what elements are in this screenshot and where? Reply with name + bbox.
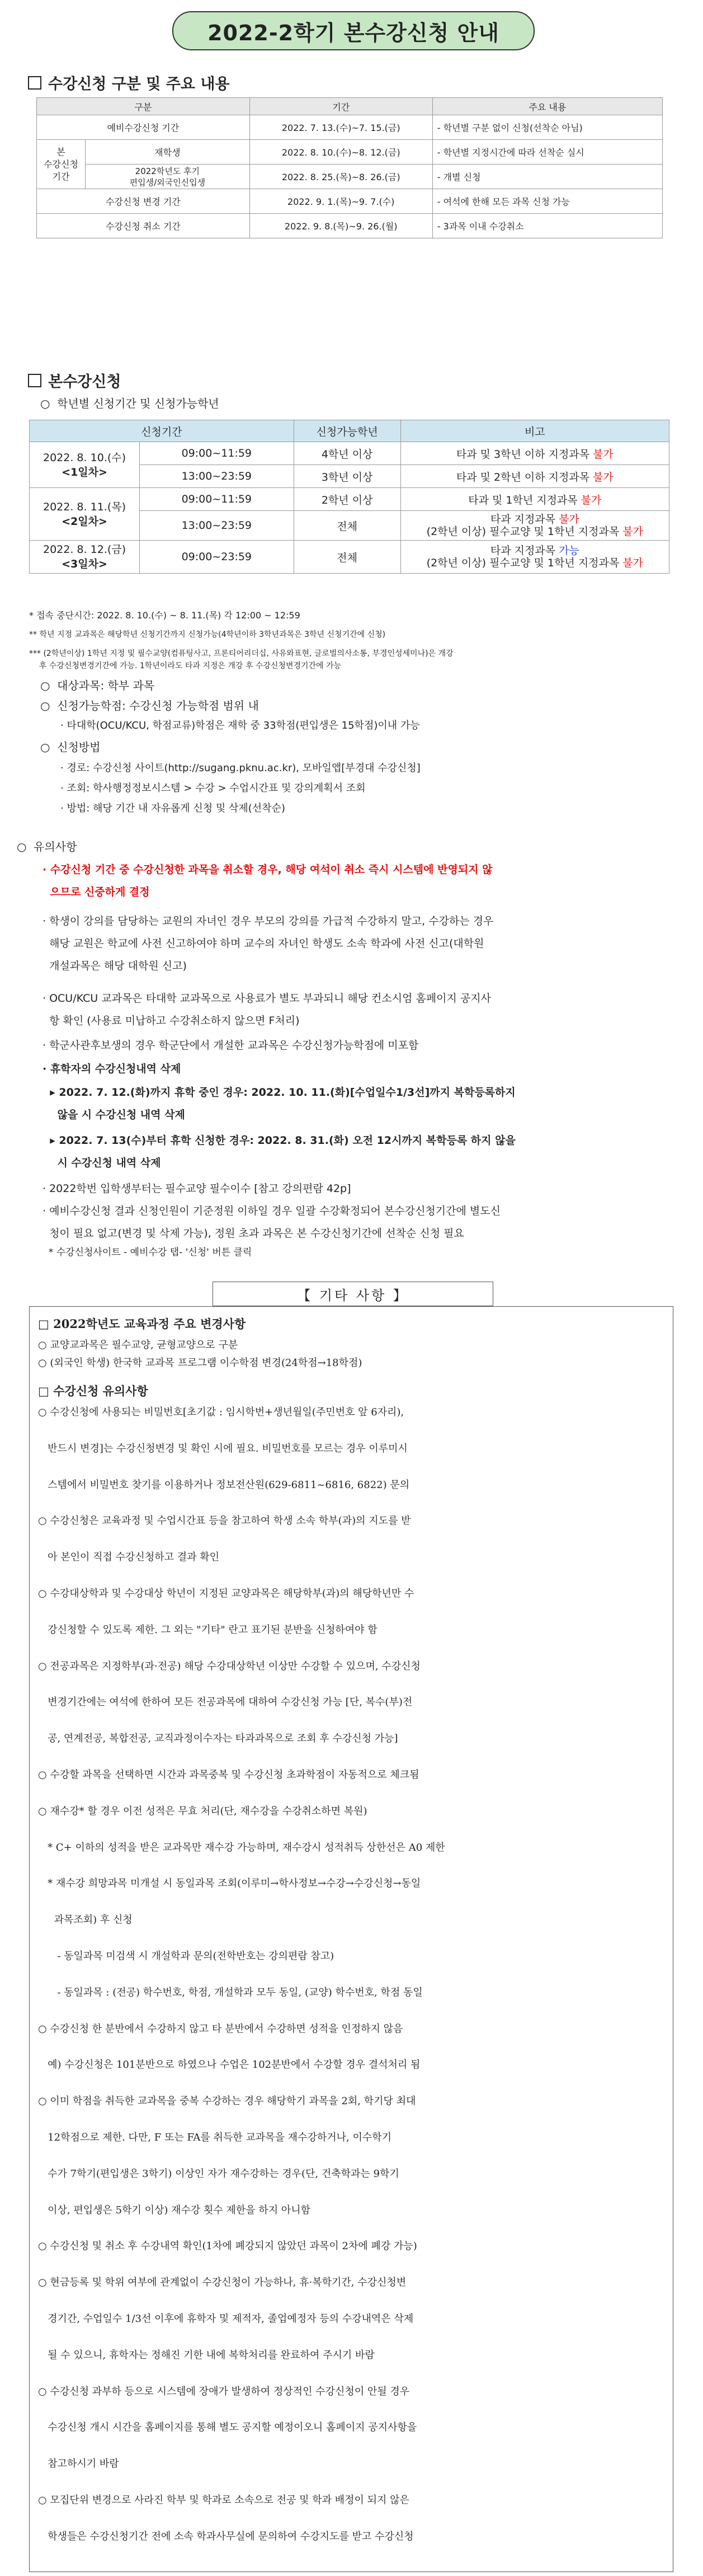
- day-cell: [30, 442, 140, 488]
- etc-line: ○ 수강대상학과 및 수강대상 학년이 지정된 교양과목은 해당학부(과)의 해당학년만 수: [38, 1588, 414, 1599]
- note-line: *** (2학년이상) 1학년 지정 및 필수교양(컴퓨팅사고, 프론티어리더십, 사유와표현, 글로벌의사소통, 부경인성세미나)은 개강: [29, 649, 454, 658]
- note-flag: 불가: [593, 471, 614, 484]
- etc-heading-1: □ 2022학년도 교육과정 주요 변경사항: [38, 1317, 246, 1331]
- etc-line: 수가 7학기(편입생은 3학기) 이상인 자가 재수강하는 경우(단, 건축학과는 9학기: [38, 2167, 399, 2180]
- caution-item: · 휴학자의 수강신청내역 삭제: [43, 1063, 181, 1075]
- etc-line: 스템에서 비밀번호 찾기를 이용하거나 정보전산원(629-6811~6816, 6822) 문의: [38, 1479, 410, 1491]
- etc-line: ○ 이미 학점을 취득한 교과목을 중복 수강하는 경우 해당학기 과목을 2회, 학기당 최대: [38, 2095, 416, 2108]
- day-label: <2일차>: [62, 515, 107, 528]
- method-line: · 경로: 수강신청 사이트(http://sugang.pknu.ac.kr), 모바일앱[부경대 수강신청]: [60, 762, 421, 774]
- row-period: 2022. 8. 10.(수)~8. 12.(금): [249, 140, 432, 165]
- row-label: 2022학년도 후기 편입생/외국인신입생: [86, 165, 250, 189]
- note-text: (2학년 이상) 필수교양 및 1학년 지정과목: [426, 557, 623, 569]
- note-text: 타과 지정과목: [490, 545, 559, 557]
- slot-time: 13:00~23:59: [140, 511, 294, 541]
- note-text: 타과 지정과목: [490, 513, 559, 525]
- etc-line: ○ 재수강* 할 경우 이전 성적은 무효 처리(단, 재수강을 수강취소하면 복원): [38, 1805, 367, 1817]
- row-label: 재학생: [86, 140, 250, 165]
- table-row: [30, 488, 669, 511]
- subheading-text: 학년별 신청기간 및 신청가능학년: [57, 397, 219, 410]
- etc-line: ○ 현금등록 및 학위 여부에 관계없이 수강신청이 가능하나, 휴·복학기간, 수강신청변: [38, 2277, 407, 2289]
- note-flag: 불가: [593, 448, 614, 461]
- etc-line: - 동일과목 미검색 시 개설학과 문의(전학반호는 강의편람 참고): [38, 1950, 334, 1962]
- day-label: <1일차>: [62, 466, 107, 478]
- note-text: 타과 및 1학년 지정과목: [468, 494, 581, 506]
- slot-note: [400, 488, 669, 511]
- note-line: ** 학년 지정 교과목은 해당학년 신청기간까지 신청가능(4학년이하 3학년과목은 3학년 신청기간에 신청): [29, 630, 386, 639]
- note-text: (2학년 이상) 필수교양 및 1학년 지정과목: [426, 525, 623, 538]
- square-bullet-icon: [28, 76, 41, 90]
- row-group-label: 본 수강신청 기간: [37, 140, 86, 189]
- etc-line: ○ 교양교과목은 필수교양, 균형교양으로 구분: [38, 1339, 238, 1351]
- etc-heading-text: 수강신청 유의사항: [53, 1384, 148, 1398]
- etc-line: 수강신청 개시 시간을 홈페이지를 통해 별도 공지할 예정이오니 홈페이지 공지사항을: [38, 2422, 417, 2434]
- table-header-row: [30, 420, 669, 442]
- table-header-row: [37, 98, 663, 115]
- note-flag: 불가: [581, 494, 602, 506]
- note-line: * 접속 중단시간: 2022. 8. 10.(수) ~ 8. 11.(목) 각 12:00 ~ 12:59: [29, 610, 300, 621]
- etc-line: ○ 수강신청 한 분반에서 수강하지 않고 타 분반에서 수강하면 성적을 인정하지 않음: [38, 2023, 403, 2035]
- slot-time: 13:00~23:59: [140, 465, 294, 488]
- slot-grade: 전체: [294, 541, 400, 574]
- row-period: 2022. 9. 1.(목)~9. 7.(수): [249, 189, 432, 214]
- etc-line: 과목조회) 후 신청: [38, 1914, 133, 1926]
- day-date: 2022. 8. 11.(목): [43, 500, 126, 513]
- etc-line: 12학점으로 제한. 다만, F 또는 FA를 취득한 교과목을 재수강하거나, 이수학기: [38, 2132, 392, 2143]
- row-period: 2022. 9. 8.(목)~9. 26.(월): [249, 214, 432, 238]
- etc-line: 예) 수강신청은 101분반으로 하였으나 수업은 102분반에서 수강할 경우 결석처리 됨: [38, 2059, 421, 2071]
- day-cell: [30, 541, 140, 574]
- section-heading-text: 수강신청 구분 및 주요 내용: [48, 76, 230, 93]
- etc-line: ○ (외국인 학생) 한국학 교과목 프로그램 이수학점 변경(24학점→18학점): [38, 1357, 362, 1369]
- etc-line: ○ 수강할 과목을 선택하면 시간과 과목중복 및 수강신청 초과학점이 자동적으로 체크됨: [38, 1769, 419, 1781]
- table-row: [30, 541, 669, 574]
- day-cell: [30, 488, 140, 541]
- day-date: 2022. 8. 10.(수): [43, 451, 126, 464]
- row-content: - 3과목 이내 수강취소: [432, 214, 662, 238]
- day-label: <3일차>: [62, 558, 107, 570]
- table-row: [37, 140, 663, 165]
- table-header: 비고: [400, 420, 669, 442]
- slot-note: [400, 442, 669, 465]
- slot-note: [400, 465, 669, 488]
- row-label: 예비수강신청 기간: [37, 115, 250, 140]
- credit-head-text: 신청가능학점: 수강신청 가능학점 범위 내: [57, 699, 259, 712]
- caution-item: · 2022학번 입학생부터는 필수교양 필수이수 [참고 강의편람 42p]: [43, 1183, 351, 1195]
- table-row: [37, 214, 663, 238]
- etc-line: 반드시 변경]는 수강신청변경 및 확인 시에 필요. 비밀번호를 모르는 경우 이루미시: [38, 1442, 408, 1454]
- etc-title: 【 기타 사항 】: [213, 1282, 493, 1306]
- etc-line: 아 본인이 직접 수강신청하고 결과 확인: [38, 1551, 219, 1564]
- row-content: - 학년별 지정시간에 따라 선착순 실시: [432, 140, 662, 165]
- table-header: 신청가능학년: [294, 420, 400, 442]
- table-header: 주요 내용: [432, 98, 662, 115]
- etc-line: * 재수강 희망과목 미개설 시 동일과목 조회(이루미→학사정보→수강→수강신청→동일: [38, 1878, 421, 1890]
- etc-line: - 동일과목 : (전공) 학수번호, 학점, 개설학과 모두 동일, (교양) 학수번호, 학점 동일: [38, 1986, 423, 1998]
- page-title: 2022-2학기 본수강신청 안내: [172, 11, 535, 50]
- table-row: [37, 115, 663, 140]
- table-header: 구분: [37, 98, 250, 115]
- etc-line: 경기간, 수업일수 1/3선 이후에 휴학자 및 제적자, 졸업예정자 등의 수강내역은 삭제: [38, 2313, 414, 2325]
- caution-item: ▸ 2022. 7. 12.(화)까지 휴학 중인 경우: 2022. 10. 11.(화)[수업일수1/3선]까지 복학등록하지 않을 시 수강신청 내역 삭제: [50, 1086, 516, 1121]
- slot-grade: 4학년 이상: [294, 442, 400, 465]
- etc-line: 이상, 편입생은 5학기 이상) 재수강 횟수 제한을 하지 아니함: [38, 2204, 311, 2216]
- row-period: 2022. 8. 25.(목)~8. 26.(금): [249, 165, 432, 189]
- etc-line: 강신청할 수 있도록 제한. 그 외는 "기타" 란고 표기된 분반을 신청하여야 함: [38, 1624, 378, 1636]
- note-text: 타과 및 3학년 이하 지정과목: [456, 448, 593, 461]
- credit-head: ○ 신청가능학점: 수강신청 가능학점 범위 내: [40, 699, 259, 712]
- section-heading-2: [28, 369, 121, 391]
- etc-heading-text: 2022학년도 교육과정 주요 변경사항: [53, 1317, 246, 1331]
- slot-time: 09:00~23:59: [140, 541, 294, 574]
- registration-table: [29, 420, 669, 574]
- target-line: ○ 대상과목: 학부 과목: [40, 679, 155, 692]
- caution-item: · 수강신청 기간 중 수강신청한 과목을 취소할 경우, 해당 여석이 취소 즉시 시스템에 반영되지 않 으므로 신중하게 결정: [43, 864, 493, 898]
- note-flag: 불가: [622, 557, 643, 569]
- row-content: - 여석에 한해 모든 과목 신청 가능: [432, 189, 662, 214]
- method-line: · 조회: 학사행정정보시스템 > 수강 > 수업시간표 및 강의계획서 조회: [60, 782, 366, 794]
- etc-line: * C+ 이하의 성적을 받은 교과목만 재수강 가능하며, 재수강시 성적취득 상한선은 A0 제한: [38, 1841, 445, 1854]
- caution-item: ▸ 2022. 7. 13(수)부터 휴학 신청한 경우: 2022. 8. 31.(화) 오전 12시까지 복학등록 하지 않을 시 수강신청 내역 삭제: [50, 1134, 516, 1169]
- row-label: 수강신청 취소 기간: [37, 214, 250, 238]
- table-header: 기간: [249, 98, 432, 115]
- note-text: 타과 및 2학년 이하 지정과목: [456, 471, 593, 484]
- table-row: [37, 165, 663, 189]
- caution-item: · 예비수강신청 결과 신청인원이 기준정원 이하일 경우 일괄 수강확정되어 본수강신청기간에 별도신 청이 필요 없고(변경 및 삭제 가능), 정원 초과 과목은 본 수강신청기간에 선착순 신청 필요: [43, 1205, 501, 1240]
- row-period: 2022. 7. 13.(수)~7. 15.(금): [249, 115, 432, 140]
- note-line: 후 수강신청변경기간에 가능. 1학년이라도 타과 지정은 개강 후 수강신청변경기간에 가능: [29, 661, 342, 670]
- slot-note: [400, 541, 669, 574]
- slot-grade: 2학년 이상: [294, 488, 400, 511]
- etc-line: ○ 수강신청은 교육과정 및 수업시간표 등을 참고하여 학생 소속 학부(과)의 지도를 받: [38, 1515, 411, 1527]
- target-text: 대상과목: 학부 과목: [57, 679, 155, 692]
- method-head: ○ 신청방법: [40, 740, 101, 754]
- slot-time: 09:00~11:59: [140, 442, 294, 465]
- table-header: 신청기간: [30, 420, 294, 442]
- note-flag: 가능: [559, 545, 579, 557]
- etc-line: ○ 수강신청 및 취소 후 수강내역 확인(1차에 폐강되지 않았던 과목이 2차에 폐강 가능): [38, 2240, 417, 2253]
- note-flag: 불가: [622, 525, 643, 538]
- etc-line: ○ 수강신청에 사용되는 비밀번호[초기값 : 임시학번+생년월일(주민번호 앞 6자리),: [38, 1406, 404, 1418]
- section-heading-1: [28, 72, 230, 93]
- slot-time: 09:00~11:59: [140, 488, 294, 511]
- etc-line: 학생들은 수강신청기간 전에 소속 학과사무실에 문의하여 수강지도를 받고 수강신청: [38, 2530, 414, 2542]
- caution-item: * 수강신청사이트 - 예비수강 탭- '신청' 버튼 클릭: [43, 1247, 252, 1258]
- method-line: · 방법: 해당 기간 내 자유롭게 신청 및 삭제(선착순): [60, 803, 285, 814]
- caution-item: · 학군사관후보생의 경우 학군단에서 개설한 교과목은 수강신청가능학점에 미포함: [43, 1039, 419, 1052]
- etc-line: 참고하시기 바람: [38, 2458, 119, 2470]
- table-row: [37, 189, 663, 214]
- etc-line: ○ 모집단위 변경으로 사라진 학부 및 학과로 소속으로 전공 및 학과 배정이 되지 않은: [38, 2494, 409, 2506]
- slot-grade: 3학년 이상: [294, 465, 400, 488]
- etc-line: 공, 연계전공, 복합전공, 교직과정이수자는 타과과목으로 조회 후 수강신청 가능]: [38, 1733, 398, 1745]
- square-bullet-icon: [28, 374, 41, 387]
- etc-line: ○ 수강신청 과부하 등으로 시스템에 장애가 발생하여 정상적인 수강신청이 안될 경우: [38, 2385, 410, 2397]
- note-flag: 불가: [559, 513, 579, 525]
- credit-body: · 타대학(OCU/KCU, 학점교류)학점은 재학 중 33학점(편입생은 15학점)이내 가능: [60, 720, 420, 731]
- etc-line: 변경기간에는 여석에 한하여 모든 전공과목에 대하여 수강신청 가능 [단, 복수(부)전: [38, 1696, 413, 1709]
- row-label: 수강신청 변경 기간: [37, 189, 250, 214]
- table-row: [30, 442, 669, 465]
- etc-heading-2: □ 수강신청 유의사항: [38, 1384, 148, 1398]
- etc-line: 될 수 있으니, 휴학자는 정해진 기한 내에 복학처리를 완료하여 주시기 바람: [38, 2349, 375, 2361]
- row-content: - 학년별 구분 없이 신청(선착순 아님): [432, 115, 662, 140]
- section-heading-text: 본수강신청: [48, 373, 121, 391]
- schedule-table: [36, 97, 663, 238]
- subheading: ○ 학년별 신청기간 및 신청가능학년: [40, 397, 219, 410]
- caution-head-text: 유의사항: [34, 840, 77, 853]
- etc-line: ○ 전공과목은 지정학부(과·전공) 해당 수강대상학년 이상만 수강할 수 있으며, 수강신청: [38, 1660, 421, 1672]
- caution-item: · 학생이 강의를 담당하는 교원의 자녀인 경우 부모의 강의를 가급적 수강하지 말고, 수강하는 경우 해당 교원은 학교에 사전 신고하여야 하며 교수의 자녀인 학생도 소속 학과에 사전 신고(대학원 개설과목은 해당 대학원 신고): [43, 915, 494, 972]
- caution-item: · OCU/KCU 교과목은 타대학 교과목으로 사용료가 별도 부과되니 해당 컨소시엄 홈페이지 공지사 항 확인 (사용료 미납하고 수강취소하지 않으면 F처리): [43, 992, 491, 1027]
- slot-grade: 전체: [294, 511, 400, 541]
- day-date: 2022. 8. 12.(금): [43, 543, 126, 556]
- row-content: - 개별 신청: [432, 165, 662, 189]
- method-head-text: 신청방법: [57, 740, 101, 754]
- caution-head: ○ 유의사항: [17, 840, 77, 853]
- slot-note: [400, 511, 669, 541]
